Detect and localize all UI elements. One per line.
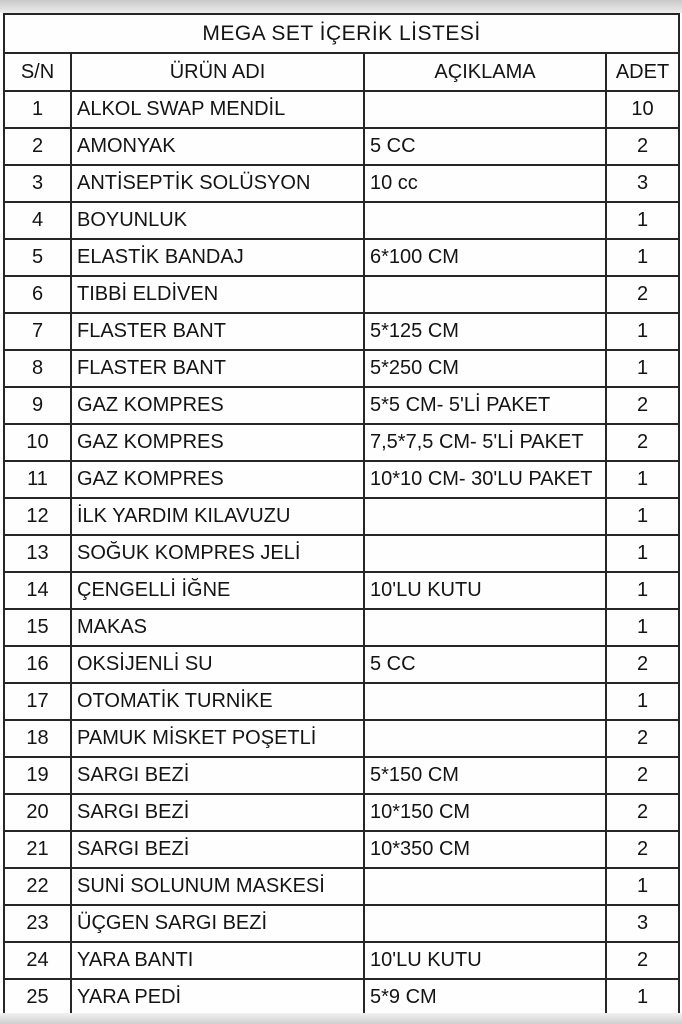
- table-row: [4, 239, 679, 276]
- table-row: [4, 424, 679, 461]
- cell-sn: 11: [4, 461, 71, 498]
- cell-product: GAZ KOMPRES: [71, 424, 364, 461]
- cell-quantity: 1: [606, 572, 679, 609]
- cell-sn: 5: [4, 239, 71, 276]
- cell-sn: 10: [4, 424, 71, 461]
- table-body: [4, 91, 679, 1016]
- cell-quantity: 2: [606, 831, 679, 868]
- cell-description: 10'LU KUTU: [364, 942, 606, 979]
- cell-description: 5*5 CM- 5'Lİ PAKET: [364, 387, 606, 424]
- cell-product: YARA BANTI: [71, 942, 364, 979]
- cell-quantity: 3: [606, 165, 679, 202]
- cell-product: OKSİJENLİ SU: [71, 646, 364, 683]
- cell-sn: 12: [4, 498, 71, 535]
- cell-description: [364, 498, 606, 535]
- cell-product: OTOMATİK TURNİKE: [71, 683, 364, 720]
- cell-description: 5*125 CM: [364, 313, 606, 350]
- cell-quantity: 2: [606, 424, 679, 461]
- cell-description: [364, 276, 606, 313]
- cell-quantity: 1: [606, 683, 679, 720]
- table-row: [4, 202, 679, 239]
- table-row: [4, 794, 679, 831]
- table-row: [4, 313, 679, 350]
- cell-sn: 3: [4, 165, 71, 202]
- cell-quantity: 2: [606, 942, 679, 979]
- cell-product: FLASTER BANT: [71, 313, 364, 350]
- cell-description: [364, 720, 606, 757]
- cell-description: 5*150 CM: [364, 757, 606, 794]
- cell-quantity: 2: [606, 646, 679, 683]
- table-row: [4, 572, 679, 609]
- cell-sn: 15: [4, 609, 71, 646]
- table-row: [4, 165, 679, 202]
- header-row: [4, 53, 679, 91]
- table-row: [4, 535, 679, 572]
- cell-sn: 16: [4, 646, 71, 683]
- table-row: [4, 720, 679, 757]
- column-header-sn: S/N: [4, 53, 71, 91]
- cell-quantity: 2: [606, 276, 679, 313]
- cell-quantity: 2: [606, 128, 679, 165]
- cell-sn: 2: [4, 128, 71, 165]
- content-table: [3, 13, 680, 1017]
- cell-product: BOYUNLUK: [71, 202, 364, 239]
- cell-description: 5 CC: [364, 128, 606, 165]
- table-row: [4, 498, 679, 535]
- cell-product: GAZ KOMPRES: [71, 387, 364, 424]
- cell-sn: 18: [4, 720, 71, 757]
- cell-sn: 22: [4, 868, 71, 905]
- table-row: [4, 757, 679, 794]
- cell-quantity: 1: [606, 535, 679, 572]
- table-row: [4, 387, 679, 424]
- title-row: [4, 14, 679, 53]
- cell-sn: 4: [4, 202, 71, 239]
- table-row: [4, 942, 679, 979]
- cell-description: 5*9 CM: [364, 979, 606, 1016]
- table-row: [4, 609, 679, 646]
- cell-sn: 25: [4, 979, 71, 1016]
- cell-quantity: 1: [606, 350, 679, 387]
- cell-quantity: 1: [606, 498, 679, 535]
- cell-quantity: 1: [606, 609, 679, 646]
- table-row: [4, 905, 679, 942]
- cell-sn: 9: [4, 387, 71, 424]
- page-title: MEGA SET İÇERİK LİSTESİ: [4, 14, 679, 53]
- table-row: [4, 646, 679, 683]
- cell-description: 10'LU KUTU: [364, 572, 606, 609]
- cell-quantity: 1: [606, 461, 679, 498]
- cell-description: [364, 535, 606, 572]
- cell-quantity: 3: [606, 905, 679, 942]
- cell-description: 6*100 CM: [364, 239, 606, 276]
- cell-product: ANTİSEPTİK SOLÜSYON: [71, 165, 364, 202]
- table-row: [4, 683, 679, 720]
- cell-product: MAKAS: [71, 609, 364, 646]
- column-header-description: AÇIKLAMA: [364, 53, 606, 91]
- cell-description: 5*250 CM: [364, 350, 606, 387]
- column-header-product: ÜRÜN ADI: [71, 53, 364, 91]
- table-row: [4, 276, 679, 313]
- cell-product: ÜÇGEN SARGI BEZİ: [71, 905, 364, 942]
- cell-product: SARGI BEZİ: [71, 757, 364, 794]
- cell-description: [364, 868, 606, 905]
- cell-description: 5 CC: [364, 646, 606, 683]
- cell-sn: 23: [4, 905, 71, 942]
- cell-product: SARGI BEZİ: [71, 831, 364, 868]
- cell-description: 10*10 CM- 30'LU PAKET: [364, 461, 606, 498]
- cell-description: [364, 683, 606, 720]
- cell-quantity: 1: [606, 313, 679, 350]
- table-row: [4, 461, 679, 498]
- cell-product: SARGI BEZİ: [71, 794, 364, 831]
- cell-product: ÇENGELLİ İĞNE: [71, 572, 364, 609]
- cell-quantity: 2: [606, 794, 679, 831]
- cell-product: SUNİ SOLUNUM MASKESİ: [71, 868, 364, 905]
- cell-description: 10*350 CM: [364, 831, 606, 868]
- cell-quantity: 1: [606, 202, 679, 239]
- cell-description: 10 cc: [364, 165, 606, 202]
- cell-description: [364, 609, 606, 646]
- cell-quantity: 1: [606, 979, 679, 1016]
- cell-description: [364, 91, 606, 128]
- cell-product: TIBBİ ELDİVEN: [71, 276, 364, 313]
- cell-sn: 20: [4, 794, 71, 831]
- column-header-quantity: ADET: [606, 53, 679, 91]
- table-row: [4, 91, 679, 128]
- cell-sn: 13: [4, 535, 71, 572]
- cell-sn: 6: [4, 276, 71, 313]
- cell-sn: 21: [4, 831, 71, 868]
- table-row: [4, 350, 679, 387]
- cell-product: PAMUK MİSKET POŞETLİ: [71, 720, 364, 757]
- cell-description: [364, 905, 606, 942]
- cell-quantity: 2: [606, 387, 679, 424]
- cell-sn: 14: [4, 572, 71, 609]
- cell-sn: 17: [4, 683, 71, 720]
- cell-sn: 7: [4, 313, 71, 350]
- cell-quantity: 1: [606, 239, 679, 276]
- scan-edge-top: [0, 0, 682, 13]
- cell-quantity: 2: [606, 720, 679, 757]
- cell-product: GAZ KOMPRES: [71, 461, 364, 498]
- cell-sn: 19: [4, 757, 71, 794]
- cell-sn: 1: [4, 91, 71, 128]
- table-row: [4, 868, 679, 905]
- table-row: [4, 831, 679, 868]
- table-row: [4, 128, 679, 165]
- cell-quantity: 1: [606, 868, 679, 905]
- cell-description: 7,5*7,5 CM- 5'Lİ PAKET: [364, 424, 606, 461]
- cell-product: ELASTİK BANDAJ: [71, 239, 364, 276]
- cell-quantity: 2: [606, 757, 679, 794]
- cell-product: SOĞUK KOMPRES JELİ: [71, 535, 364, 572]
- cell-product: AMONYAK: [71, 128, 364, 165]
- cell-sn: 24: [4, 942, 71, 979]
- cell-sn: 8: [4, 350, 71, 387]
- cell-quantity: 10: [606, 91, 679, 128]
- cell-product: YARA PEDİ: [71, 979, 364, 1016]
- cell-product: FLASTER BANT: [71, 350, 364, 387]
- cell-product: İLK YARDIM KILAVUZU: [71, 498, 364, 535]
- cell-description: 10*150 CM: [364, 794, 606, 831]
- table-row: [4, 979, 679, 1016]
- cell-product: ALKOL SWAP MENDİL: [71, 91, 364, 128]
- cell-description: [364, 202, 606, 239]
